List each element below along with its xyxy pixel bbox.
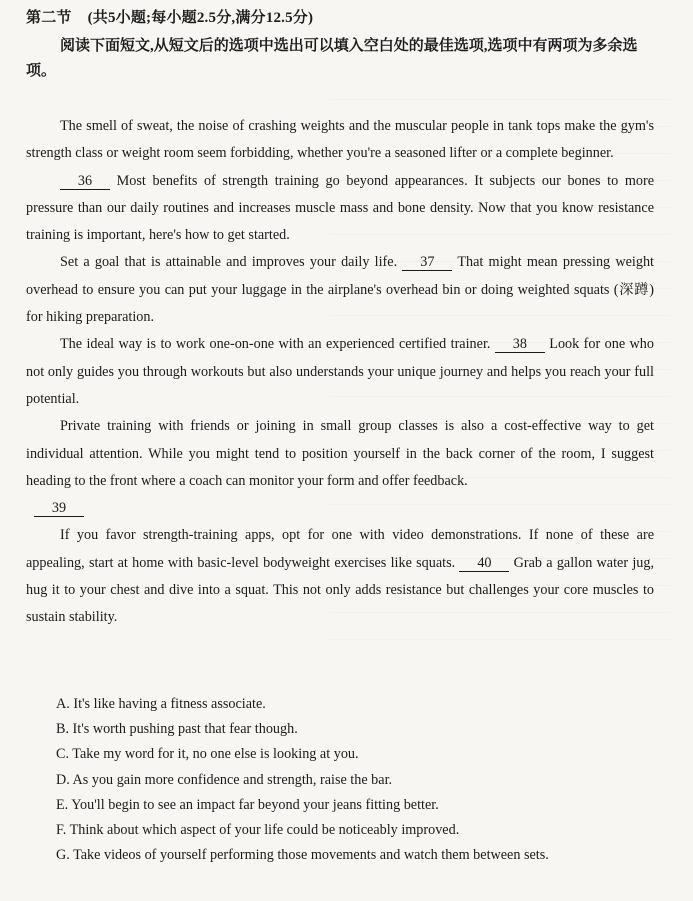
answer-options [56, 692, 656, 868]
paragraph-text: The smell of sweat, the noise of crashing weights and the muscular people in tank tops make the gym's strength class or weight room seem forbidding, whether you're a seasoned lifter or a complete beginner. [26, 118, 654, 162]
paragraph-text: That might mean pressing weight overhead to ensure you can put your luggage in the airplane's overhead bin or doing weighted squats (深蹲) for hiking preparation. [26, 254, 654, 326]
instructions [26, 34, 658, 84]
blank-38: 38 [495, 336, 545, 353]
option-e: E. You'll begin to see an impact far beyond your jeans fitting better. [56, 796, 439, 813]
instructions-text: 阅读下面短文,从短文后的选项中选出可以填入空白处的最佳选项,选项中有两项为多余选项。 [26, 38, 638, 79]
paragraph-text: Set a goal that is attainable and improves your daily life. [60, 254, 403, 271]
section-scoring-note: (共5小题;每小题2.5分,满分12.5分) [87, 10, 314, 26]
option-a: A. It's like having a fitness associate. [56, 696, 266, 712]
paragraph-text: Most benefits of strength training go beyond appearances. It subjects our bones to more pressure than our daily routines and increases muscle mass and bone density. Now that you know resistance training is important, here's how to get started. [26, 172, 654, 244]
reading-passage [26, 113, 654, 632]
option-g: G. Take videos of yourself performing those movements and watch them between sets. [56, 847, 549, 864]
passage-paragraph-1 [26, 113, 654, 168]
paragraph-text: Look for one who not only guides you through workouts but also understands your unique journey and helps you reach your full potential. [26, 336, 654, 407]
passage-paragraph-7 [26, 522, 654, 631]
passage-paragraph-4 [26, 331, 654, 413]
section-header [26, 6, 313, 27]
blank-37: 37 [402, 254, 452, 271]
option-c: C. Take my word for it, no one else is looking at you. [56, 746, 359, 763]
passage-paragraph-2 [26, 168, 654, 250]
paragraph-text: If you favor strength-training apps, opt for one with video demonstrations. If none of these are appealing, start at home with basic-level bodyweight exercises like squats. [26, 527, 654, 571]
option-f: F. Think about which aspect of your life could be noticeably improved. [56, 822, 460, 839]
option-b: B. It's worth pushing past that fear though. [56, 721, 298, 738]
passage-paragraph-5 [26, 413, 654, 495]
paragraph-text: Private training with friends or joining in small group classes is also a cost-effective way to get individual attention. While you might tend to position yourself in the back corner of the room, I suggest heading to the front where a coach can monitor your form and offer feedback. [26, 418, 654, 489]
option-d: D. As you gain more confidence and strength, raise the bar. [56, 771, 393, 788]
blank-39: 39 [34, 500, 84, 517]
paragraph-text: The ideal way is to work one-on-one with an experienced certified trainer. [60, 336, 495, 353]
section-title: 第二节 [26, 10, 72, 26]
passage-paragraph-6 [26, 495, 654, 522]
blank-40: 40 [459, 555, 509, 572]
passage-paragraph-3 [26, 249, 654, 331]
blank-36: 36 [60, 173, 110, 190]
paragraph-text: Grab a gallon water jug, hug it to your chest and dive into a squat. This not only adds resistance but challenges your core muscles to sustain stability. [26, 554, 654, 626]
